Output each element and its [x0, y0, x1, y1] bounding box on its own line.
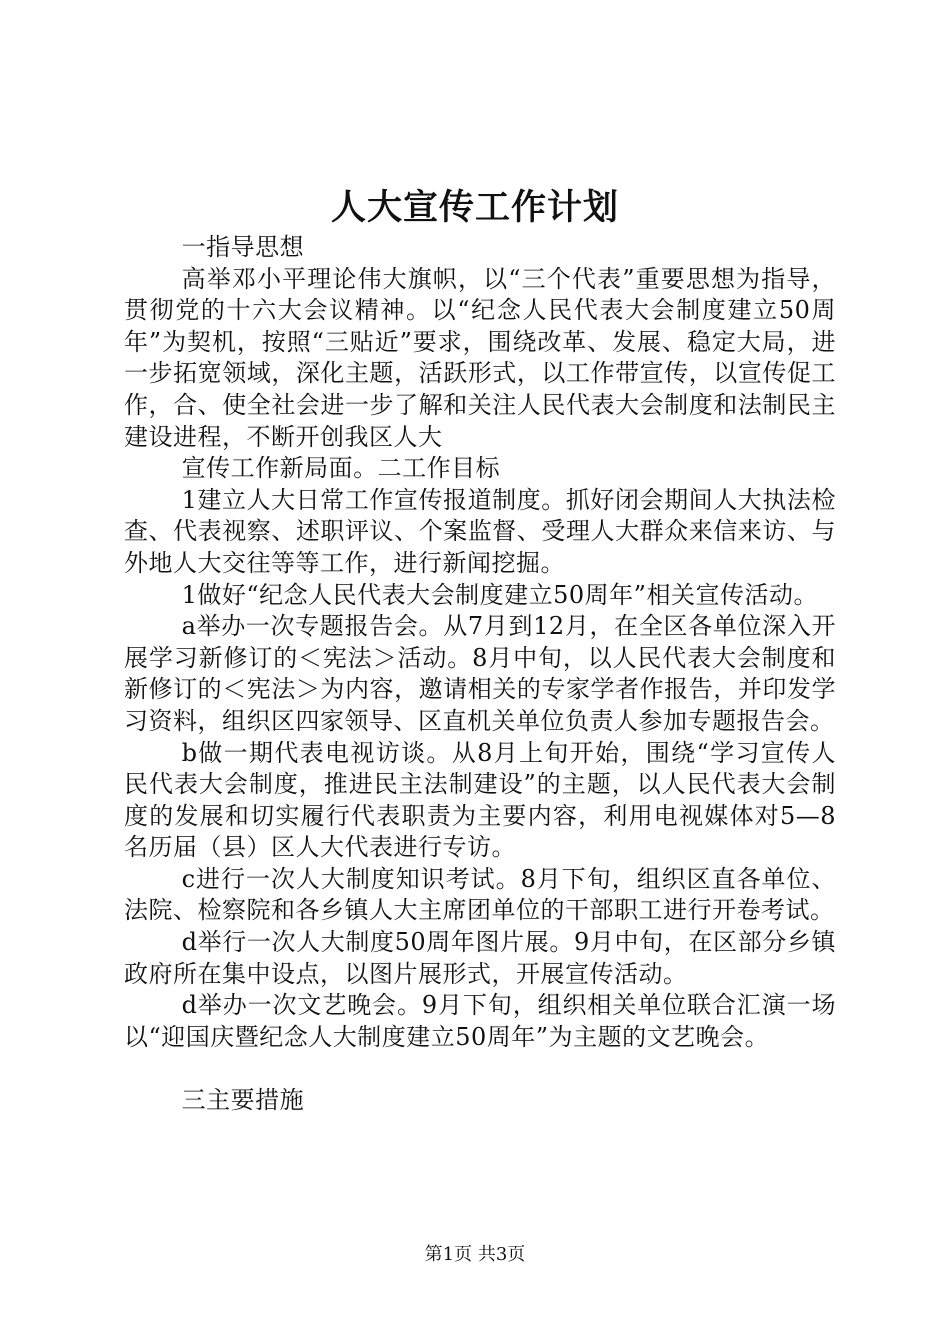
- paragraph: d举行一次人大制度50周年图片展。9月中旬，在区部分乡镇政府所在集中设点，以图片展形式，开展宣传活动。: [124, 928, 836, 988]
- paragraph: 1建立人大日常工作宣传报道制度。抓好闭会期间人大执法检查、代表视察、述职评议、个案监督、受理人大群众来信来访、与外地人大交往等等工作，进行新闻挖掘。: [124, 485, 836, 577]
- section-heading-main-measures: 三主要措施: [181, 1086, 305, 1115]
- paragraph: 高举邓小平理论伟大旗帜，以“三个代表”重要思想为指导，贯彻党的十六大会议精神。以“纪念人民代表大会制度建立50周年”为契机，按照“三贴近”要求，围绕改革、发展、稳定大局，进一步拓宽领域，深化主题，活跃形式，以工作带宣传，以宣传促工作，合、使全社会进一步了解和关注人民代表大会制度和法制民主建设进程，不断开创我区人大: [124, 264, 836, 451]
- document-title: 人大宣传工作计划: [330, 187, 619, 228]
- paragraph: c进行一次人大制度知识考试。8月下旬，组织区直各单位、法院、检察院和各乡镇人大主席团单位的干部职工进行开卷考试。: [124, 864, 836, 925]
- paragraph: a举办一次专题报告会。从7月到12月，在全区各单位深入开展学习新修订的＜宪法＞活动。8月中旬，以人民代表大会制度和新修订的＜宪法＞为内容，邀请相关的专家学者作报告，并印发学习资料，组织区四家领导、区直机关单位负责人参加专题报告会。: [124, 612, 836, 735]
- document-body: [124, 232, 836, 1117]
- paragraph: 1做好“纪念人民代表大会制度建立50周年”相关宣传活动。: [181, 580, 818, 609]
- page-footer: 第1页 共3页: [424, 1244, 526, 1265]
- section-heading-guiding-ideology: 一指导思想: [181, 233, 305, 261]
- paragraph: d举办一次文艺晚会。9月下旬，组织相关单位联合汇演一场以“迎国庆暨纪念人大制度建立50周年”为主题的文艺晚会。: [124, 991, 836, 1051]
- paragraph: b做一期代表电视访谈。从8月上旬开始，围绕“学习宣传人民代表大会制度，推进民主法制建设”的主题，以人民代表大会制度的发展和切实履行代表职责为主要内容，利用电视媒体对5—8名历届（县）区人大代表进行专访。: [124, 738, 836, 862]
- paragraph: 宣传工作新局面。二工作目标: [181, 454, 501, 483]
